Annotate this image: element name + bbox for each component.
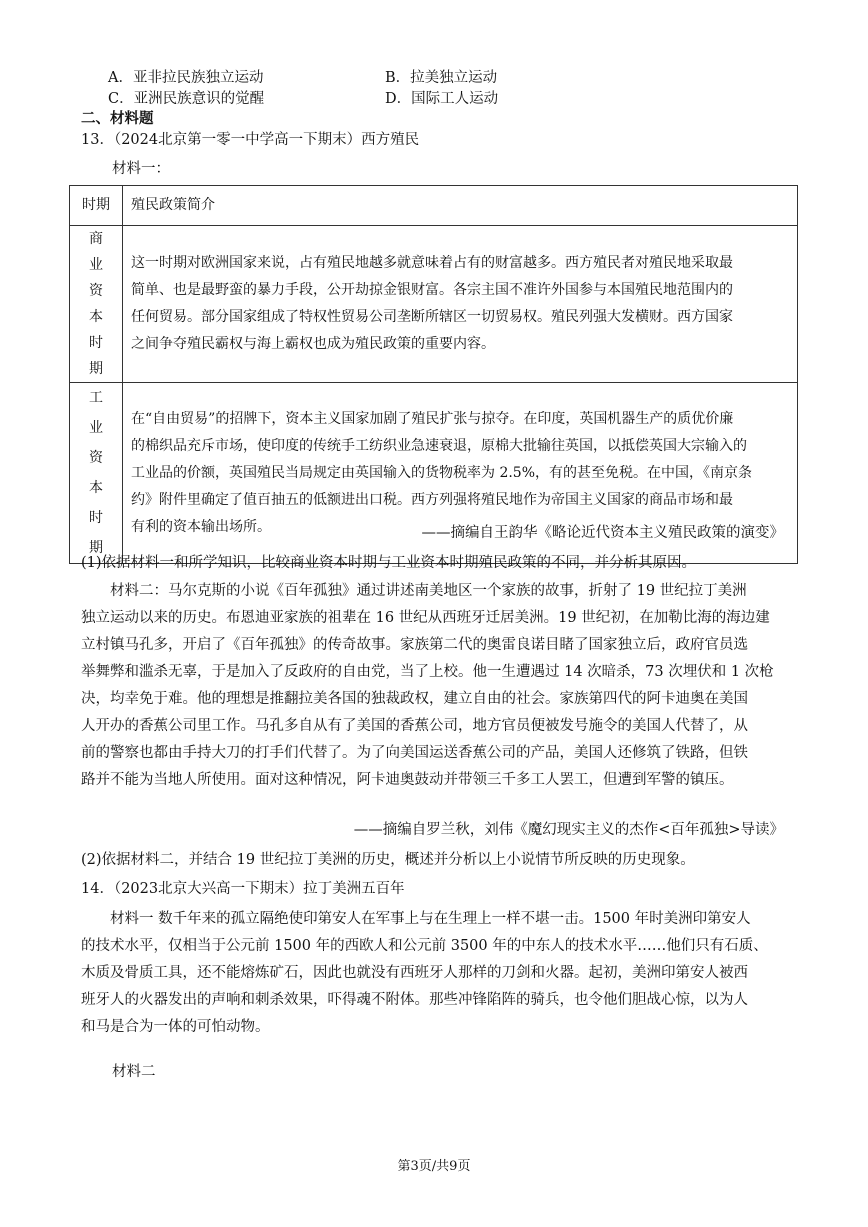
- paragraph-line: 木质及骨质工具，还不能熔炼矿石，因此也就没有西班牙人那样的刀剑和火器。起初，美洲印第安人被西: [81, 965, 748, 981]
- question-14-header: 14．（2023北京大兴高一下期末）拉丁美洲五百年: [81, 881, 405, 897]
- paragraph-line: 前的警察也都由手持大刀的打手们代替了。为了向美国运送香蕉公司的产品，美国人还修筑了铁路，但铁: [81, 745, 748, 761]
- option-b: B．拉美独立运动: [385, 70, 498, 86]
- table-line: 的棉织品充斥市场，使印度的传统手工纺织业急速衰退，原棉大批输往英国，以抵偿英国大宗输入的: [131, 437, 747, 454]
- table-line: 简单、也是最野蛮的暴力手段，公开劫掠金银财富。各宗主国不准许外国参与本国殖民地范围内的: [131, 282, 733, 298]
- period-label: 工业资本时期: [89, 390, 103, 556]
- table-line: 之间争夺殖民霸权与海上霸权也成为殖民政策的重要内容。: [131, 336, 495, 352]
- colonial-policy-table: [69, 185, 798, 564]
- table-line: 在“自由贸易”的招牌下，资本主义国家加剧了殖民扩张与掠夺。在印度，英国机器生产的质优价廉: [131, 410, 734, 427]
- question-13-2: (2)依据材料二，并结合 19 世纪拉丁美洲的历史，概述并分析以上小说情节所反映的历史现象。: [81, 852, 695, 868]
- table-row: [70, 226, 798, 383]
- period-label: 商业资本时期: [89, 231, 103, 377]
- question-13-1: (1)依据材料一和所学知识，比较商业资本时期与工业资本时期殖民政策的不同，并分析其原因。: [81, 555, 697, 571]
- option-d: D．国际工人运动: [385, 91, 499, 107]
- paragraph-line: 材料一 数千年来的孤立隔绝使印第安人在军事上与在生理上一样不堪一击。1500 年时美洲印第安人: [110, 911, 751, 927]
- table-line: 有利的资本输出场所。: [131, 518, 271, 535]
- table-header-row: [70, 186, 798, 226]
- source-citation-1: ——摘编自王韵华《略论近代资本主义殖民政策的演变》: [421, 525, 784, 541]
- paragraph-line: 路并不能为当地人所使用。面对这种情况，阿卡迪奥鼓动并带领三千多工人罢工，但遭到军警的镇压。: [81, 772, 734, 788]
- table-content-cell: [123, 226, 798, 383]
- table-period-cell: [70, 226, 123, 383]
- table-header-content: 殖民政策简介: [123, 186, 798, 226]
- material-2-paragraph: [81, 578, 793, 794]
- question-13-header: 13．（2024北京第一零一中学高一下期末）西方殖民: [81, 132, 420, 148]
- paragraph-line: 举舞弊和滥杀无辜，于是加入了反政府的自由党，当了上校。他一生遭遇过 14 次暗杀，73 次埋伏和 1 次枪: [81, 664, 774, 680]
- paragraph-line: 立村镇马孔多，开启了《百年孤独》的传奇故事。家族第二代的奥雷良诺目睹了国家独立后，政府官员选: [81, 637, 748, 653]
- option-a: A．亚非拉民族独立运动: [108, 70, 264, 86]
- source-citation-2: ——摘编自罗兰秋，刘伟《魔幻现实主义的杰作<百年孤独>导读》: [353, 822, 784, 838]
- paragraph-line: 的技术水平，仅相当于公元前 1500 年的西欧人和公元前 3500 年的中东人的技术水平……他们只有石质、: [81, 938, 768, 954]
- paragraph-line: 独立运动以来的历史。布恩迪亚家族的祖辈在 16 世纪从西班牙迁居美洲。19 世纪初，在加勒比海的海边建: [81, 610, 770, 626]
- table-line: 这一时期对欧洲国家来说，占有殖民地越多就意味着占有的财富越多。西方殖民者对殖民地采取最: [131, 255, 733, 271]
- section-title: 二、材料题: [81, 110, 154, 127]
- paragraph-line: 决，均幸免于难。他的理想是推翻拉美各国的独裁政权，建立自由的社会。家族第四代的阿卡迪奥在美国: [81, 691, 748, 707]
- q14-material-2-label: 材料二: [112, 1064, 156, 1080]
- q14-material-1-paragraph: [81, 906, 793, 1041]
- paragraph-line: 和马是合为一体的可怕动物。: [81, 1019, 270, 1035]
- table-line: 任何贸易。部分国家组成了特权性贸易公司垄断所辖区一切贸易权。殖民列强大发横财。西方国家: [131, 309, 733, 325]
- paragraph-line: 人开办的香蕉公司里工作。马孔多自从有了美国的香蕉公司，地方官员便被发号施令的美国人代替了，从: [81, 718, 748, 734]
- table-line: 工业品的价额，英国殖民当局规定由英国输入的货物税率为 2.5%，有的甚至免税。在中国，《南京条: [131, 464, 753, 481]
- paragraph-line: 材料二：马尔克斯的小说《百年孤独》通过讲述南美地区一个家族的故事，折射了 19 世纪拉丁美洲: [110, 583, 747, 599]
- page-footer: 第3页/共9页: [397, 1159, 471, 1174]
- table-header-period: 时期: [70, 186, 123, 226]
- table-line: 约》附件里确定了值百抽五的低额进出口税。西方列强将殖民地作为帝国主义国家的商品市场和最: [131, 491, 733, 508]
- option-c: C．亚洲民族意识的觉醒: [108, 91, 265, 107]
- material-1-label: 材料一：: [112, 161, 170, 177]
- table-period-cell: [70, 383, 123, 564]
- paragraph-line: 班牙人的火器发出的声响和刺杀效果，吓得魂不附体。那些冲锋陷阵的骑兵，也令他们胆战心惊，以为人: [81, 992, 748, 1008]
